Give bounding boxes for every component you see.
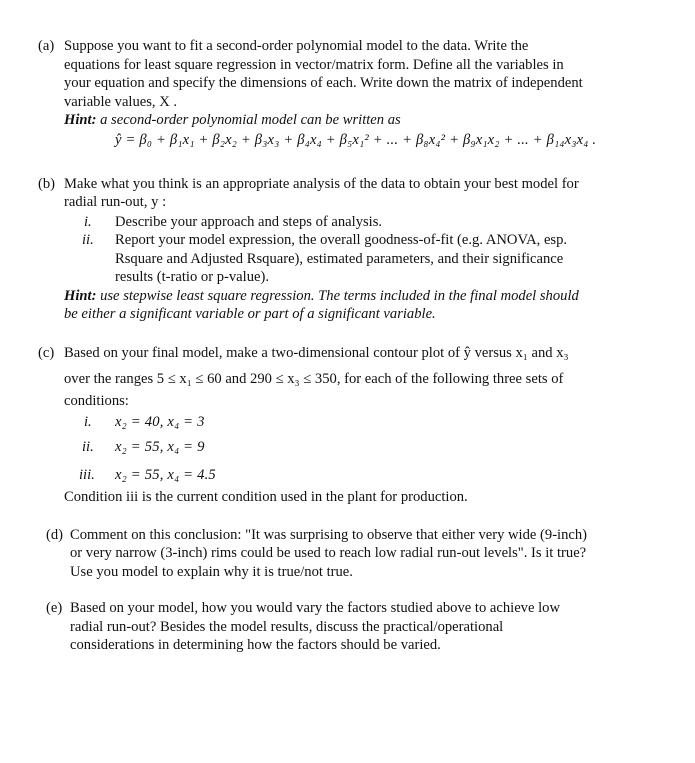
condition-footer: Condition iii is the current condition used in the plant for production. <box>64 489 468 505</box>
hint-text: be either a significant variable or part of a significant variable. <box>64 306 436 322</box>
question-d-line: or very narrow (3-inch) rims could be used to reach low radial run-out levels". Is it true? <box>70 545 587 561</box>
question-d-line: Use you model to explain why it is true/not true. <box>70 564 353 580</box>
item-number: ii. <box>82 232 94 248</box>
hint-label: Hint: <box>64 112 97 128</box>
condition-text: x₂ = 40, x₄ = 3 <box>115 414 205 430</box>
question-a-line: variable values, X . <box>64 94 178 110</box>
question-b-hint <box>64 287 579 305</box>
question-d-label: (d) <box>46 527 64 543</box>
hint-label: Hint: <box>64 288 97 304</box>
question-a-line: equations for least square regression in vector/matrix form. Define all the variables in <box>64 57 564 73</box>
question-b-line: Make what you think is an appropriate analysis of the data to obtain your best model for <box>64 176 579 192</box>
hint-text: a second-order polynomial model can be written as <box>96 112 401 128</box>
question-c-line: conditions: <box>64 393 129 409</box>
polynomial-equation: ŷ = β₀ + β₁x₁ + β₂x₂ + β₃x₃ + β₄x₄ + β₅x₁² + ... + β₈x₄² + β₉x₁x₂ + ... + β₁₄x₃x₄ . <box>115 132 597 148</box>
item-number: iii. <box>79 467 95 483</box>
question-a-line: your equation and specify the dimensions of each. Write down the matrix of independent <box>64 75 583 91</box>
item-number: i. <box>84 214 92 230</box>
question-b-label: (b) <box>38 176 56 192</box>
item-text: Rsquare and Adjusted Rsquare), estimated parameters, and their significance <box>115 251 564 267</box>
question-b-line: radial run-out, y : <box>64 194 167 210</box>
question-c-label: (c) <box>38 345 55 361</box>
question-e-line: radial run-out? Besides the model results, discuss the practical/operational <box>70 619 504 635</box>
question-d-line: Comment on this conclusion: "It was surprising to observe that either very wide (9-inch) <box>70 527 588 543</box>
condition-text: x₂ = 55, x₄ = 4.5 <box>115 467 216 483</box>
question-c-line: Based on your final model, make a two-dimensional contour plot of ŷ versus x₁ and x₃ <box>64 345 569 361</box>
hint-text: use stepwise least square regression. The terms included in the final model should <box>96 288 579 304</box>
question-e-label: (e) <box>46 600 63 616</box>
question-a-hint <box>64 111 401 129</box>
item-text: Report your model expression, the overall goodness-of-fit (e.g. ANOVA, esp. <box>115 232 568 248</box>
question-e-line: Based on your model, how you would vary the factors studied above to achieve low <box>70 600 560 616</box>
condition-text: x₂ = 55, x₄ = 9 <box>115 439 205 455</box>
item-number: ii. <box>82 439 94 455</box>
item-text: results (t-ratio or p-value). <box>115 269 269 285</box>
question-a-label: (a) <box>38 38 55 54</box>
item-text: Describe your approach and steps of analysis. <box>115 214 383 230</box>
item-number: i. <box>84 414 92 430</box>
question-c-line: over the ranges 5 ≤ x₁ ≤ 60 and 290 ≤ x₃ ≤ 350, for each of the following three sets of <box>64 371 564 387</box>
question-a-line: Suppose you want to fit a second-order polynomial model to the data. Write the <box>64 38 529 54</box>
question-e-line: considerations in determining how the factors should be varied. <box>70 637 441 653</box>
